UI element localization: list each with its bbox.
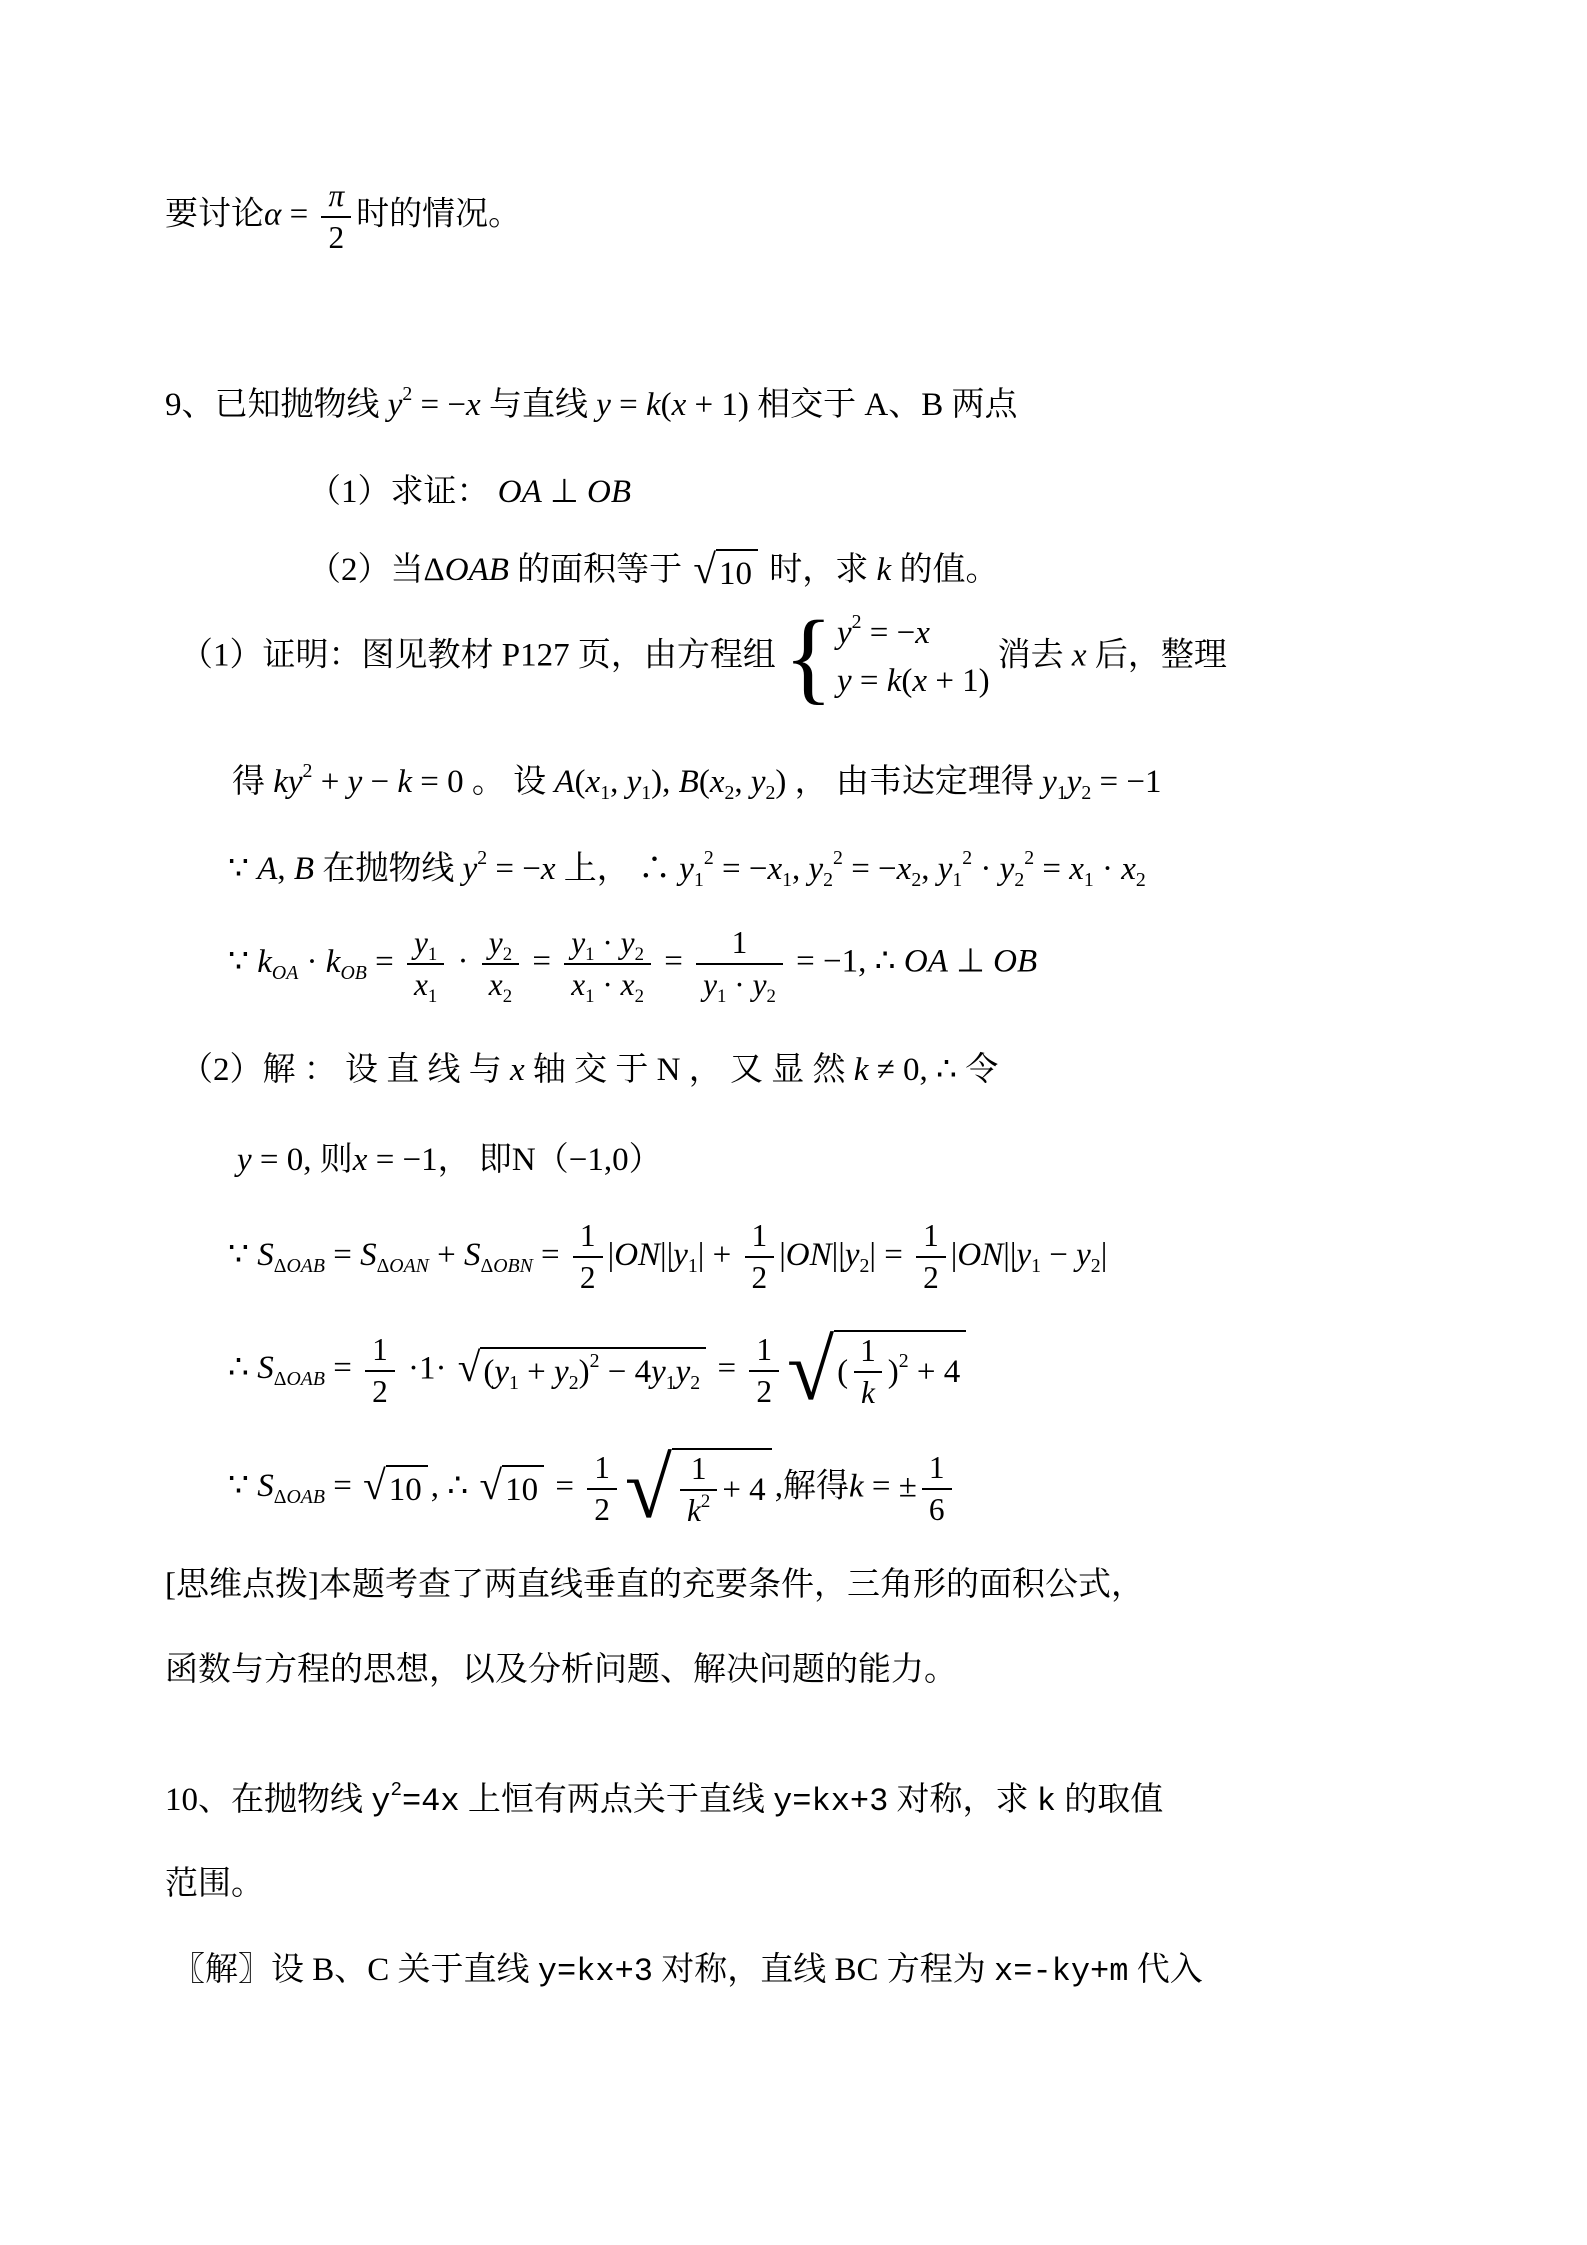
problem-10-solution-line-1 — [172, 1948, 1203, 1993]
subscript: 1 — [1031, 1254, 1042, 1277]
subscript: 1 — [952, 868, 963, 891]
denominator — [407, 963, 444, 1007]
numerator — [587, 1450, 617, 1488]
text-run: 10、在抛物线 — [165, 1782, 372, 1818]
subscript: 1 — [427, 943, 438, 965]
math-run: ∵ $S_{\Delta OAB}$ = — [228, 1468, 361, 1509]
numerator — [482, 925, 519, 963]
text-run: 得 — [232, 764, 274, 800]
math-run: 1 — [579, 1218, 596, 1253]
problem-9-part-2 — [308, 545, 999, 596]
math-run: ∵ $S_{\Delta OAB} = S_{\Delta OAN} + S_{\Delta OBN}$ = — [228, 1236, 568, 1277]
text-run: 与直线 — [480, 387, 597, 423]
math-run: ∴ $y_1^2 = -x_1$, $y_2^2 = -x_2$, $y_1^2 \cdot y_2^2 = x_1 \cdot x_2$ — [638, 847, 1146, 891]
math-run: 1 — [372, 1331, 388, 1367]
math-run: 2 — [372, 1373, 388, 1409]
problem-9-part-1 — [308, 470, 631, 515]
math-run: $(y_1 + y_2)^2 - 4y_1y_2$ — [483, 1350, 701, 1394]
radical-sign-icon: √ — [786, 1323, 835, 1418]
text-run: 轴 交 于 N ， 又 显 然 — [524, 1052, 854, 1088]
math-run: 1 — [731, 925, 748, 960]
text-run: 后，整理 — [1086, 637, 1227, 674]
math-run: $A(x_1$, $y_1$), $B(x_2$, $y_2$) — [554, 764, 787, 804]
denominator — [745, 1256, 775, 1296]
problem-10-statement-line-2 — [165, 1862, 264, 1907]
radicand — [502, 1465, 544, 1513]
denominator — [564, 963, 651, 1007]
equation-row — [837, 663, 990, 701]
solution-2-line-4 — [228, 1323, 969, 1418]
superscript: 2 — [700, 1490, 711, 1512]
numerator — [564, 925, 651, 963]
radical-sign-icon: √ — [363, 1461, 386, 1508]
numerator — [922, 1450, 952, 1488]
math-run: x — [510, 1052, 525, 1088]
text-run: [思维点拨]本题考查了两直线垂直的充要条件，三角形的面积公式， — [165, 1567, 1144, 1603]
math-run: 1 — [923, 1218, 939, 1253]
text-run: 代入 — [1128, 1952, 1203, 1988]
denominator — [696, 963, 783, 1007]
denominator — [587, 1488, 617, 1528]
math-run: = −1, ∴ OA ⊥ OB — [787, 943, 1038, 980]
math-run: $|ON||y_1|$ + — [607, 1236, 740, 1277]
fraction — [680, 1451, 717, 1529]
text-run: 函数与方程的思想，以及分析问题、解决问题的能力。 — [165, 1652, 957, 1688]
proof-1-line-4 — [228, 925, 1038, 1007]
text-run: 范围。 — [165, 1866, 264, 1902]
subscript: 1 — [665, 1371, 676, 1394]
math-run: 2 — [594, 1491, 610, 1527]
superscript: 2 — [1024, 847, 1035, 870]
fraction — [407, 925, 444, 1007]
subscript: 1 — [717, 985, 727, 1007]
subscript: 2 — [1135, 868, 1146, 891]
subscript: 2 — [823, 868, 834, 891]
subscript: OA — [271, 961, 299, 984]
numerator — [573, 1218, 603, 1256]
math-run: k — [876, 552, 892, 588]
subscript: 2 — [634, 985, 644, 1007]
fraction — [696, 925, 783, 1007]
math-run: = — [524, 943, 560, 980]
math-run: $x_1$ — [413, 967, 438, 1007]
subscript: ΔOAB — [273, 1254, 325, 1277]
math-run: $y_1 \cdot y_2$ — [571, 925, 644, 965]
subscript: 1 — [641, 781, 652, 804]
solution-2-line-2 — [237, 1138, 662, 1183]
radical-sign-icon: √ — [457, 1343, 481, 1390]
math-run: y = k(x + 1) — [596, 387, 749, 423]
denominator — [922, 1488, 952, 1528]
subscript: 2 — [765, 781, 776, 804]
math-run: y = 0, — [237, 1142, 320, 1178]
text-run: 的值。 — [891, 552, 999, 588]
fraction — [745, 1218, 775, 1296]
fraction — [482, 925, 519, 1007]
math-run: k = ± — [848, 1468, 917, 1505]
math-run: x — [1071, 637, 1087, 674]
math-run: , ∴ — [430, 1468, 477, 1505]
text-run: ， 即N（−1,0） — [437, 1142, 662, 1178]
subscript: 1 — [782, 868, 792, 891]
denominator — [482, 963, 519, 1007]
superscript: 2 — [589, 1350, 600, 1372]
fraction — [564, 925, 651, 1007]
math-run: π — [328, 178, 345, 213]
problem-9-statement — [165, 383, 1017, 428]
mono-run: y=kx+3 — [537, 1953, 653, 1990]
square-root — [786, 1323, 966, 1418]
subscript: 1 — [585, 943, 595, 965]
subscript: ΔOAN — [376, 1254, 429, 1277]
square-root — [479, 1461, 544, 1513]
subscript: 2 — [568, 1371, 579, 1394]
denominator — [749, 1370, 779, 1410]
math-run: $|ON||y_2|$ = — [779, 1236, 912, 1277]
text-run: 则 — [319, 1142, 353, 1178]
radicand — [834, 1330, 966, 1411]
denominator — [854, 1371, 882, 1411]
text-run: 9、已知抛物线 — [165, 387, 388, 423]
text-run: 。 设 — [463, 764, 555, 800]
text-run: 〖解〗设 B、C 关于直线 — [172, 1952, 538, 1988]
remark-line-2 — [165, 1648, 957, 1693]
math-run: 1 — [928, 1449, 945, 1485]
text-run: 相交于 A、B 两点 — [748, 387, 1018, 423]
math-run: $y_1y_2 = -1$ — [1042, 764, 1162, 804]
square-root — [624, 1441, 772, 1536]
subscript: 1 — [427, 985, 438, 1007]
numerator — [684, 1451, 714, 1489]
subscript: 2 — [911, 868, 922, 891]
proof-1-line-2 — [232, 760, 1161, 805]
subscript: ΔOBN — [480, 1254, 533, 1277]
fraction — [587, 1450, 617, 1528]
subscript: 1 — [1056, 781, 1067, 804]
denominator — [680, 1489, 717, 1529]
square-root — [693, 545, 758, 597]
subscript: 1 — [585, 985, 595, 1007]
text-run: 时的情况。 — [356, 196, 522, 233]
equation-row — [836, 611, 990, 653]
superscript: 2 — [962, 847, 973, 870]
math-run: y = k(x + 1) — [836, 663, 990, 700]
subscript: 2 — [724, 781, 735, 804]
problem-10-statement-line-1 — [165, 1778, 1163, 1823]
square-root — [363, 1461, 428, 1513]
subscript: 2 — [690, 1371, 701, 1394]
math-run: = — [656, 943, 692, 980]
math-run: 2 — [751, 1260, 768, 1296]
math-run: 1 — [690, 1451, 707, 1486]
radical-sign-icon: √ — [479, 1461, 503, 1508]
subscript: 2 — [766, 985, 776, 1007]
math-run: 2 — [756, 1373, 772, 1409]
superscript: 2 — [302, 760, 313, 783]
alpha-case-note — [165, 178, 521, 256]
superscript: 2 — [402, 383, 413, 406]
text-run: 上， — [555, 851, 639, 887]
numerator — [321, 178, 351, 216]
radicand — [480, 1347, 706, 1395]
math-run: ∵ A, B — [228, 851, 315, 887]
equation-rows — [836, 611, 990, 701]
math-run: $y_1 \cdot y_2$ — [703, 967, 776, 1007]
subscript: OB — [340, 961, 367, 984]
fraction — [573, 1218, 603, 1296]
radicand — [386, 1465, 428, 1513]
numerator — [853, 1333, 883, 1371]
mono-run: $y^2=4x$ — [371, 1779, 460, 1820]
fraction — [365, 1332, 395, 1410]
text-run: 解得 — [782, 1468, 849, 1505]
denominator — [573, 1256, 603, 1296]
proof-1-line-3 — [228, 847, 1146, 892]
radical-sign-icon: √ — [624, 1441, 672, 1536]
text-run: 时，求 — [761, 552, 877, 588]
text-run: （2）解 ： 设 直 线 与 — [180, 1052, 510, 1088]
radical-sign-icon: √ — [693, 545, 717, 592]
fraction — [853, 1333, 883, 1411]
text-run: 的取值 — [1056, 1782, 1164, 1818]
subscript: 1 — [693, 868, 704, 891]
subscript: ΔOAB — [273, 1486, 325, 1509]
math-run: )$^2$ + 4 — [887, 1349, 961, 1390]
subscript: 1 — [509, 1371, 519, 1394]
subscript: 2 — [1081, 781, 1092, 804]
math-run: $y_2$ — [488, 925, 513, 965]
subscript: 2 — [502, 985, 513, 1007]
superscript: 2 — [477, 847, 488, 870]
proof-1-line-1 — [180, 601, 1227, 714]
math-run: α = — [264, 196, 317, 233]
remark-line-1 — [165, 1563, 1144, 1608]
math-run: 10 — [719, 555, 753, 592]
fraction — [749, 1332, 779, 1410]
mono-run: x=-ky+m — [994, 1953, 1129, 1990]
text-run: （1）证明：图见教材 P127 页，由方程组 — [180, 637, 776, 674]
math-run: 1 — [594, 1449, 610, 1485]
subscript: 2 — [634, 943, 644, 965]
text-run: 令 — [957, 1052, 999, 1088]
math-run: 1 — [756, 1331, 772, 1367]
brace-icon: { — [783, 601, 833, 714]
radicand — [716, 549, 758, 597]
math-run: $y^2 = -x$ — [387, 383, 481, 423]
mono-run: y=kx+3 — [773, 1783, 889, 1820]
math-run: 10 — [388, 1471, 422, 1508]
math-run: ∵ $k_{OA} \cdot k_{OB}$ = — [228, 943, 402, 984]
radicand — [672, 1448, 772, 1529]
text-run: 对称，求 — [888, 1782, 1037, 1818]
math-run: ·1· — [399, 1350, 455, 1387]
numerator — [407, 925, 444, 963]
denominator — [916, 1256, 946, 1296]
subscript: 1 — [687, 1254, 698, 1277]
math-run: k ≠ 0, ∴ — [853, 1052, 958, 1088]
numerator — [365, 1332, 395, 1370]
equation-system — [783, 601, 990, 714]
solution-2-line-5 — [228, 1441, 957, 1536]
superscript: 2 — [390, 1779, 402, 1802]
text-run: 上恒有两点关于直线 — [459, 1782, 774, 1818]
square-root — [457, 1343, 706, 1395]
text-run: 消去 — [997, 637, 1072, 674]
superscript: 2 — [703, 847, 714, 870]
numerator — [749, 1332, 779, 1370]
text-run: 对称，直线 BC 方程为 — [653, 1952, 995, 1988]
math-run: 10 — [505, 1471, 539, 1508]
subscript: 1 — [1083, 868, 1094, 891]
math-run: $y^2 = -x$ — [836, 611, 930, 652]
text-run: 在抛物线 — [322, 851, 463, 887]
numerator — [725, 925, 755, 963]
math-run: x = −1 — [352, 1142, 438, 1178]
math-run: ( — [837, 1353, 849, 1390]
superscript: 2 — [898, 1349, 909, 1372]
math-run: OA ⊥ OB — [497, 474, 631, 510]
numerator — [745, 1218, 775, 1256]
superscript: 2 — [851, 611, 862, 634]
math-run: = — [547, 1468, 583, 1505]
mono-run: k — [1036, 1783, 1056, 1820]
math-run: · — [449, 943, 477, 980]
text-run: 的面积等于 — [508, 552, 691, 588]
math-run: k — [860, 1375, 875, 1411]
math-run: 2 — [579, 1260, 596, 1296]
math-run: 6 — [928, 1491, 945, 1527]
solution-2-line-3 — [228, 1218, 1107, 1296]
denominator — [321, 216, 351, 256]
math-run: 2 — [923, 1260, 939, 1296]
fraction — [321, 178, 351, 256]
math-run: $y_1$ — [413, 925, 438, 965]
math-run: + 4 — [722, 1471, 766, 1508]
text-run: 要讨论 — [165, 196, 264, 233]
math-run: ∴ $S_{\Delta OAB}$ = — [228, 1350, 361, 1391]
math-run: $y^2 = -x$ — [462, 847, 556, 887]
math-run: 1 — [860, 1333, 876, 1368]
solution-2-line-1 — [180, 1048, 998, 1093]
math-run: ΔOAB — [423, 552, 509, 588]
math-run: $|ON||y_1 - y_2|$ — [950, 1236, 1108, 1277]
subscript: 2 — [1014, 868, 1025, 891]
text-run: （1）求证： — [308, 474, 498, 510]
math-run: $x_2$ — [488, 967, 513, 1007]
text-run: ， 由韦达定理得 — [786, 764, 1043, 800]
fraction — [916, 1218, 946, 1296]
subscript: 1 — [600, 781, 611, 804]
subscript: 2 — [859, 1254, 870, 1277]
superscript: 2 — [833, 847, 843, 870]
math-run: = — [709, 1350, 745, 1387]
subscript: 2 — [1090, 1254, 1101, 1277]
text-run: （2）当 — [308, 552, 424, 588]
math-run: $k^2$ — [686, 1490, 711, 1529]
math-run: 1 — [751, 1218, 768, 1253]
math-run: $ky^2 + y - k = 0$ — [273, 760, 464, 800]
numerator — [916, 1218, 946, 1256]
denominator — [365, 1370, 395, 1410]
subscript: ΔOAB — [273, 1368, 325, 1391]
subscript: 2 — [502, 943, 513, 965]
math-run: $x_1 \cdot x_2$ — [571, 967, 644, 1007]
fraction — [922, 1450, 952, 1528]
math-run: , — [774, 1468, 783, 1505]
math-run: 2 — [328, 220, 345, 256]
